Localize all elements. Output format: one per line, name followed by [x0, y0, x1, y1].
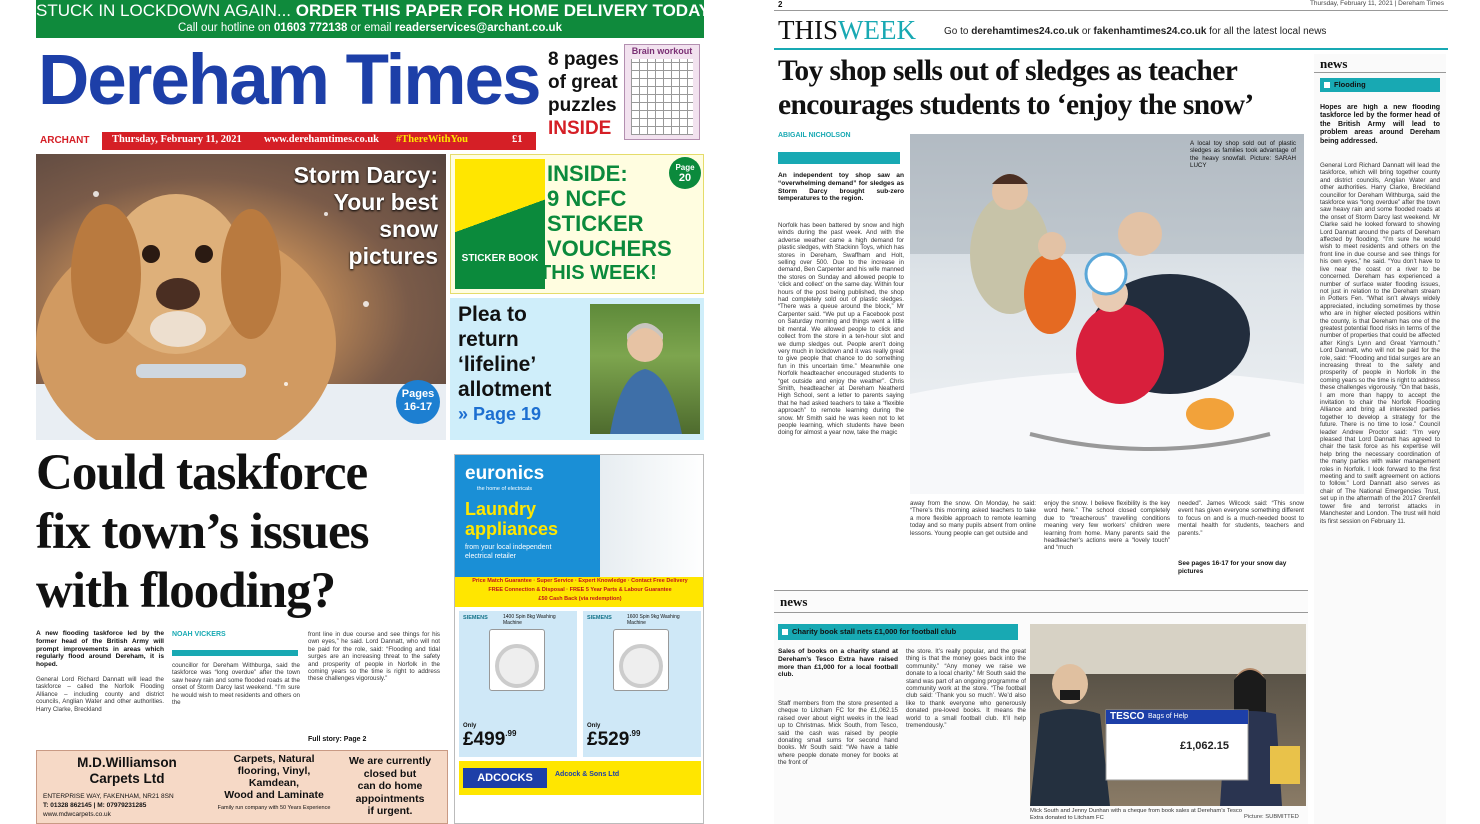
page-number: 2	[778, 0, 783, 9]
euronics-benefit-bar	[455, 577, 704, 607]
charity-news-box	[774, 590, 1308, 824]
mdw-phones: T: 01328 862145 | M: 07979231285	[43, 802, 147, 809]
main-headline-line3: with flooding?	[36, 563, 336, 619]
lead-headline-line1: Toy shop sells out of sledges as teacher	[778, 55, 1238, 87]
sticker-headline	[539, 161, 697, 286]
section-this: THIS	[778, 15, 838, 45]
mdw-closed-line1: We are currently	[348, 755, 432, 767]
euronics-sub	[465, 543, 551, 561]
mdw-closed-line4: appointments	[355, 792, 425, 805]
cheque-photo[interactable]	[1030, 624, 1306, 806]
euronics-product-1[interactable]	[459, 611, 577, 757]
mdw-services	[217, 753, 331, 801]
sledge-photo-caption: A local toy shop sold out of plastic sledges as families took advantage of the heavy snowfall. Picture: SARAH LUCY	[1190, 140, 1296, 170]
lead-headline-line2: encourages students to ‘enjoy the snow’	[778, 89, 1254, 121]
masthead-date-bar	[36, 132, 536, 150]
section-week: WEEK	[838, 15, 916, 45]
mdw-small-note: Family run company with 50 Years Experience	[217, 805, 331, 811]
banner-plain-text: STUCK IN LOCKDOWN AGAIN...	[36, 1, 292, 20]
tag-square-icon	[1324, 82, 1330, 88]
euronics-sub-line1: from your local independent	[465, 544, 552, 551]
mdw-closed-line2: closed but	[363, 767, 417, 780]
news-column-standfirst: Hopes are high a new flooding taskforce led by the former head of the British Army will lead to problem areas around Dereham being addressed.	[1320, 104, 1440, 145]
p2-only: Only	[587, 723, 601, 729]
home-delivery-banner[interactable]	[36, 0, 711, 38]
euronics-tagline: the home of electricals	[477, 486, 533, 492]
section-rule	[774, 48, 1448, 50]
puzzles-line3: puzzles	[548, 95, 617, 116]
crossword-grid-icon	[631, 59, 693, 135]
issue-date: Thursday, February 11, 2021	[112, 134, 242, 145]
main-col1: General Lord Richard Dannatt will lead the taskforce – called the Norfolk Flooding Alliance – including county and district councils, Anglian Water and other authorities. Harry Clarke, Breckland	[36, 676, 164, 713]
publisher-logo: ARCHANT	[40, 135, 90, 146]
p1-price-pounds: £499	[463, 729, 506, 750]
euronics-brand: euronics	[465, 463, 545, 484]
puzzles-line2: of great	[548, 72, 618, 93]
charity-col1: Staff members from the store presented a cheque to Litcham FC for the £1,062.15 raised over about eight weeks in the lead up to Christmas. Mick South, from Tesco, said the cash was raised by people donating small sums for second hand books. Mr South said: “We have a table where people donate money for books at the front of	[778, 700, 898, 767]
plea-line1: Plea to	[458, 303, 527, 326]
lead-byline-bar	[778, 152, 900, 164]
lead-see-pages[interactable]: See pages 16-17 for your snow day pictures	[1178, 560, 1287, 575]
main-headline	[36, 444, 448, 624]
main-col3: front line in due course and see things for his own eyes,” he said. Lord Dannatt, who will not be paid for the role, said: “Flooding and tidal surges are an increasing threat to the safety and prosperity of people in Norfolk in the coming years so the time is right to address these challenges vigorously.”	[308, 631, 440, 683]
plea-headline	[458, 302, 588, 427]
left-page	[36, 0, 711, 824]
mdw-name	[41, 755, 213, 787]
euronics-title	[465, 499, 558, 539]
p1-desc: 1400 Spin 8kg Washing Machine	[503, 614, 556, 626]
mdw-closed-notice	[335, 755, 445, 818]
sticker-book-label: STICKER BOOK	[461, 253, 539, 264]
puzzles-line4: INSIDE	[548, 118, 612, 139]
goto-site2[interactable]: fakenhamtimes24.co.uk	[1093, 26, 1207, 37]
banner-phone: 01603 772138	[273, 22, 348, 34]
mdw-services-line4: Wood and Laminate	[224, 789, 324, 801]
mdw-closed-line5: if urgent.	[367, 805, 413, 817]
storm-darcy-photo[interactable]	[36, 154, 446, 440]
plea-line4: allotment	[458, 378, 552, 401]
mdw-services-line1: Carpets, Natural	[233, 753, 315, 765]
plea-line2: return	[458, 328, 519, 351]
euronics-title-line2: appliances	[465, 519, 559, 539]
news-column-body: General Lord Richard Dannatt will lead the taskforce, which will bring together county and district councils, Anglian Water and other authorities. Harry Clarke, Breckland councillor for Dereham Withburga, said the taskforce was “long overdue” after the town saw heavy rain and some flooded roads at the onset of Storm Darcy last weekend. Mr Clarke said he looked forward to showing Lord Dannatt around the parts of Dereham affected by flooding. “I’m sure he would wish to meet residents and others on the front line in due course and see things for his own eyes,” he said. “You don’t have to live near the coast or a river to be concerned. Dereham has experienced a number of surface water flooding issues, not just in relation to the Dereham stream in Potters Fen. “What isn’t always widely appreciated, including sometimes by those who are in higher elected positions within the county, is that Dereham has one of the greatest potential flood risks in terms of the number of properties that could be affected after King’s Lynn and Great Yarmouth.” Lord Dannatt, who will not be paid for the role, said: “Flooding and tidal surges are an increasing threat to the safety and prosperity of people in Norfolk in the coming years so the time is right to address these challenges vigorously. “On that basis, I am more than happy to accept the invitation to chair the Norfolk Flooding Alliance and bring all interested parties together to develop a strategy for the future. There is no time to lose.” Council leader Andrew Proctor said: “I’m very pleased that Lord Dannatt has agreed to chair the task force as his expertise will help bring the necessary coordination of the many parties with water management roles in Norfolk. I look forward to the first meeting and to swift agreement on actions to follow.” Lord Dannatt also serves as chair of The National Emergencies Trust, set up in the aftermath of the 2017 Grenfell tower fire and terrorist attacks in Manchester and London. The trust will hold its first session on February 11.	[1320, 162, 1440, 525]
lead-col2: away from the snow. On Monday, he said: “There’s this morning asked teachers to take a more flexible approach to remote learning today and so many pupils absent from online lessons. Young people can get outside and	[910, 500, 1036, 537]
adcocks-logo: ADCOCKS	[463, 768, 547, 788]
charity-tag-label: Charity book stall nets £1,000 for football club	[792, 627, 957, 636]
sticker-line5: THIS WEEK!	[539, 262, 657, 284]
woman-portrait	[590, 304, 700, 434]
section-goto-line	[944, 26, 1326, 37]
adcocks-store-block[interactable]	[459, 761, 701, 795]
charity-heading: news	[780, 594, 808, 609]
euronics-hero	[455, 455, 704, 577]
euronics-bar2: FREE Connection & Disposal · FREE 5 Year Parts & Labour Guarantee	[488, 587, 672, 593]
banner-bold-text: ORDER THIS PAPER FOR HOME DELIVERY TODAY	[295, 1, 711, 20]
euronics-ad[interactable]	[454, 454, 704, 824]
plea-line3: ‘lifeline’	[458, 353, 537, 376]
euronics-bar1: Price Match Guarantee · Super Service · Expert Knowledge · Contact Free Delivery	[472, 578, 688, 584]
mdw-website[interactable]: www.mdwcarpets.co.uk	[43, 811, 111, 818]
sticker-line3: STICKER	[547, 211, 644, 236]
allotment-plea-promo[interactable]	[450, 298, 704, 440]
mdw-services-line3: Kamdean,	[248, 777, 300, 789]
lead-col3: enjoy the snow. I believe flexibility is the key word here.” The school closed completely due to “treacherous” travelling conditions meaning very few workers’ children were learning from home. Many parents said the headteacher’s actions were a “lovely touch” and “much	[1044, 500, 1170, 552]
sticker-line2: 9 NCFC	[547, 186, 627, 211]
date-bar-red	[102, 132, 536, 150]
euronics-product-2[interactable]	[583, 611, 701, 757]
brain-workout-label: Brain workout	[631, 46, 693, 56]
p2-price-pounds: £529	[587, 729, 630, 750]
byline-bar	[172, 650, 298, 656]
main-headline-line1: Could taskforce	[36, 445, 368, 501]
p1-price	[463, 729, 516, 751]
news-column	[1314, 54, 1446, 824]
euronics-bar3: £50 Cash Back (via redemption)	[538, 596, 622, 602]
adcocks-name: Adcock & Sons Ltd	[555, 771, 620, 778]
mdw-name-line2: Carpets Ltd	[89, 771, 165, 786]
p1-price-pence: .99	[505, 729, 517, 738]
p2-price	[587, 729, 640, 751]
euronics-title-line1: Laundry	[465, 499, 537, 519]
storm-pages-range: 16-17	[403, 401, 433, 413]
charity-top-rule	[774, 590, 1308, 591]
washing-machine-icon	[613, 629, 669, 691]
storm-darcy-headline	[258, 162, 438, 270]
charity-col2: the store. It’s really popular, and the great thing is that the money goes back into the community.” “Any money we raise we donate to a local charity.” Mr South said the stand was part of an ongoing programme of community work at the store. “The football club said: ‘Thank you so much’. We’d also like to thank everyone who generously donated pre-loved books. It means the world to a small football club. It’ll help tremendously.”	[906, 648, 1026, 730]
tag-square-icon	[782, 629, 788, 635]
sticker-book-cover	[455, 159, 545, 289]
mdw-closed-line3: can do home	[357, 780, 423, 792]
masthead-website[interactable]: www.derehamtimes.co.uk	[264, 134, 380, 145]
news-tag-label: Flooding	[1334, 80, 1366, 89]
mdw-carpets-ad[interactable]	[36, 750, 448, 824]
mdw-address: ENTERPRISE WAY, FAKENHAM, NR21 8SN	[43, 793, 174, 800]
lead-headline	[778, 54, 1308, 122]
goto-prefix: Go to	[944, 26, 969, 37]
brain-workout-thumbnail	[624, 44, 700, 140]
banner-line2-prefix: Call our hotline on	[178, 22, 271, 34]
main-col2: councillor for Dereham Withburga, said the taskforce was “long overdue” after the town saw heavy rain and some flooded roads at the onset of Storm Darcy last weekend. “I’m sure he would wish to meet residents and others on the	[172, 662, 300, 707]
mdw-name-line1: M.D.Williamson	[77, 755, 177, 770]
sticker-line4: VOUCHERS	[547, 236, 672, 261]
lead-standfirst: An independent toy shop saw an “overwhelming demand” for sledges as Storm Darcy brought sub-zero temperatures to the region.	[778, 172, 904, 203]
main-standfirst: A new flooding taskforce led by the former head of the British Army will prompt improvements in areas which regularly flood around Dereham, it is hoped.	[36, 630, 164, 669]
p2-desc: 1600 Spin 9kg Washing Machine	[627, 614, 680, 626]
storm-pages-label: Pages	[401, 388, 435, 400]
mdw-services-line2: flooring, Vinyl,	[237, 765, 311, 777]
cheque-caption: Mick South and Jenny Dunhan with a cheque from book sales at Dereham’s Tesco Extra donated to Litcham FC	[1030, 808, 1242, 821]
cheque-store: TESCO	[1110, 711, 1145, 722]
folio-rule	[774, 10, 1448, 11]
page-folio: Thursday, February 11, 2021 | Dereham Times	[1309, 0, 1444, 7]
plea-page-ref[interactable]: » Page 19	[458, 404, 542, 424]
main-byline: NOAH VICKERS	[172, 631, 226, 638]
storm-line1: Storm Darcy:	[293, 162, 438, 188]
main-headline-line2: fix town’s issues	[36, 504, 369, 560]
cover-price: £1	[512, 134, 523, 145]
storm-line3: snow	[379, 216, 438, 242]
lead-byline: ABIGAIL NICHOLSON	[778, 132, 851, 139]
masthead-hashtag: #ThereWithYou	[396, 134, 468, 145]
masthead-title: Dereham Times	[38, 41, 540, 120]
euronics-sub-line2: electrical retailer	[465, 553, 516, 560]
sticker-page-number: 20	[678, 172, 692, 184]
storm-line4: pictures	[348, 243, 438, 269]
sticker-line1: INSIDE:	[547, 161, 628, 186]
goto-tail: for all the latest local news	[1209, 26, 1327, 37]
p2-price-pence: .99	[629, 729, 641, 738]
main-full-story-link[interactable]: Full story: Page 2	[308, 736, 367, 743]
news-column-heading: news	[1320, 56, 1348, 71]
cheque-credit: Picture: SUBMITTED	[1244, 814, 1299, 820]
news-column-rule	[1314, 72, 1446, 73]
sticker-page-label: Page	[675, 163, 695, 172]
puzzles-line1: 8 pages	[548, 49, 619, 70]
lead-col1: Norfolk has been battered by snow and high winds during the past week. And with the adverse weather came a high demand for plastic sledges, with Stackinn Toys, which has stores in Dereham, Swaffham and Holt, selling over 500. Due to the increase in demand, Ben Carpenter and his wife manned the stores on Sunday and allowed people to ‘click and collect’ on the same day. Within four hours of the post being published, the shop had completely sold out of plastic sledges. “There was a queue around the block,” Mr Carpenter said. “We put up a Facebook post on Saturday morning and things went a little bit mental. We allowed people to click and collect from the store in a ten-hour slot and we dump sledges out. People aren’t doing very much in lockdown and it was really great to give people that chance to do something fun in this uncertain time.” Meanwhile one Norfolk headteacher encouraged students to “get outside and enjoy the weather”. Chris Smith, headteacher at Dereham Neatherd High School, sent a letter to parents saying that he had asked teachers to take a “flexible approach” to remote learning during the snow. Mr Smith said he was keen not to let people learning, which students have been doing for almost a year now, take the magic	[778, 222, 904, 437]
sledge-photo[interactable]	[910, 134, 1304, 494]
section-heading	[778, 14, 916, 46]
charity-tag-bar	[778, 624, 1018, 640]
p1-brand: SIEMENS	[463, 615, 488, 621]
storm-pages-badge[interactable]	[396, 380, 440, 424]
storm-line2: Your best	[333, 189, 438, 215]
charity-heading-rule	[774, 612, 1308, 613]
p2-brand: SIEMENS	[587, 615, 612, 621]
puzzles-promo[interactable]	[542, 44, 704, 144]
goto-or: or	[1081, 26, 1091, 37]
banner-line2-mid: or email	[350, 22, 392, 34]
ncfc-sticker-promo[interactable]	[450, 154, 704, 294]
washing-machine-icon	[489, 629, 545, 691]
lead-col4: needed”. James Wilcock said: “This snow event has given everyone something different to focus on and is a much-needed boost to mental health for students, teachers and parents.”	[1178, 500, 1304, 537]
right-page	[774, 0, 1448, 824]
goto-site1[interactable]: derehamtimes24.co.uk	[971, 26, 1080, 37]
cheque-sub: Bags of Help	[1148, 713, 1189, 720]
cheque-amount: £1,062.15	[1180, 740, 1229, 752]
banner-email: readerservices@archant.co.uk	[394, 22, 562, 34]
news-tag-bar	[1320, 78, 1440, 92]
allotment-photo	[590, 304, 700, 434]
charity-standfirst: Sales of books on a charity stand at Dereham’s Tesco Extra have raised more than £1,000 for a local football club.	[778, 648, 898, 679]
p1-only: Only	[463, 723, 477, 729]
